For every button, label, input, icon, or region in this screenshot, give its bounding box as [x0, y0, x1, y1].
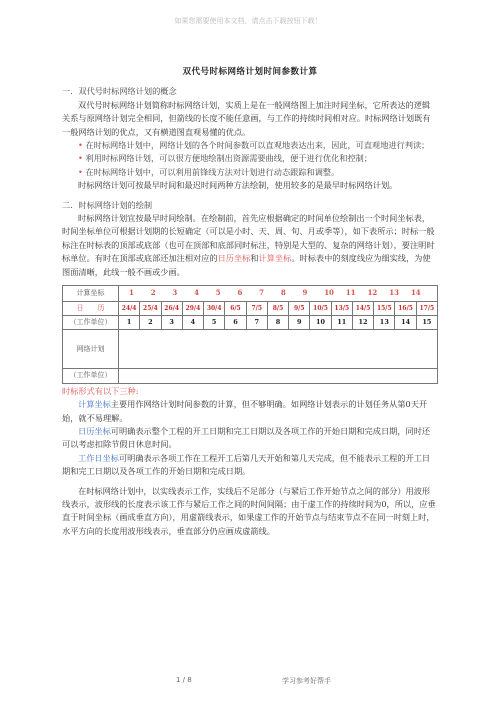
row-label-calendar: 日 历: [63, 301, 119, 315]
calendar-row: [63, 301, 438, 315]
date-cell: 8/5: [267, 301, 288, 315]
bullet-3: • 在时标网络计划中，可以利用前锋线方法对计划进行动态跟踪和调整。: [78, 166, 340, 177]
date-cell: 26/4: [161, 301, 182, 315]
calc-number: 6: [237, 288, 243, 298]
calc-number: 7: [259, 288, 264, 298]
row-label-calc: 计算坐标: [63, 286, 119, 301]
document-body: [62, 66, 438, 538]
bullet-dot-icon: •: [78, 153, 86, 164]
form-calc-coord: 计算坐标主要用作网络计划时间参数的计算，但不够明确。如网络计划表示的计划任务从第0天开始，就不易理解。: [62, 399, 428, 423]
date-cell: 29/4: [182, 301, 203, 315]
unit-cell: 1: [119, 315, 140, 329]
unit-cell: 9: [289, 315, 310, 329]
form-workday-coord: 工作日坐标可明确表示各项工作在工程开工后第几天开始和第几天完成，但不能表示工程的开工日期和完工日期以及各项工作的开始日期和完成日期。: [62, 452, 431, 477]
calc-number: 3: [172, 288, 178, 298]
date-cell: 16/5: [395, 301, 416, 315]
unit-cell: 5: [204, 315, 225, 329]
section-heading-1: 一．双代号时标网络计划的概念: [62, 86, 177, 97]
row-label-unit-bottom: （工作单位）: [63, 369, 119, 383]
row-label-network: 网络计划: [63, 330, 119, 369]
row-label-unit: （工作单位）: [63, 315, 119, 329]
date-cell: 13/5: [331, 301, 352, 315]
paragraph-3: 时标网络计划宜按最早时间绘制。在绘制前，首先应根据确定的时间单位绘制出一个时间坐标表，时间坐标单位可根据计划期的长短确定（可以是小时、天、周、旬、月或季等），如下表所示；时标一般标注在时标表的顶部或底部（也可在顶部和底部同时标注，特别是大型的、复杂的网络计划），要注明时标单位。有时在顶部或底部还加注相对应的日历坐标和计算坐标。时标表中的刻度线应为细实线，为使图面清晰，此线一般不画或少画。: [62, 213, 435, 277]
calc-number: 2: [150, 288, 156, 298]
date-cell: 17/5: [416, 301, 437, 315]
date-cell: 15/5: [374, 301, 395, 315]
paragraph-2: 时标网络计划可按最早时间和最迟时间两种方法绘制，使用较多的是最早时标网络计划。: [78, 180, 398, 191]
calc-number: 13: [389, 288, 399, 298]
date-cell: 14/5: [352, 301, 373, 315]
calc-number: 5: [215, 288, 221, 298]
unit-cell: 11: [331, 315, 352, 329]
doc-title: 双代号时标网络计划时间参数计算: [182, 67, 318, 77]
calc-number: 14: [410, 288, 421, 298]
calc-coord-term: 计算坐标: [258, 253, 292, 264]
unit-cell: 4: [182, 315, 203, 329]
unit-cell: 15: [416, 315, 437, 329]
section-heading-2: 二．时标网络计划的绘制: [62, 199, 153, 210]
date-cell: 6/5: [225, 301, 246, 315]
calc-number: 10: [324, 288, 334, 298]
time-scale-table: [62, 285, 438, 384]
date-cell: 25/4: [140, 301, 161, 315]
unit-cell: 3: [161, 315, 182, 329]
unit-cell: 8: [267, 315, 288, 329]
unit-cell: 13: [374, 315, 395, 329]
forms-intro: 时标形式有以下三种:: [62, 385, 139, 396]
calc-coord-row: [63, 286, 438, 301]
calc-number: 12: [367, 288, 378, 298]
page-number: 1 / 8: [176, 676, 192, 684]
bullet-2: • 利用时标网络计划，可以很方便地绘制出资源需要曲线，便于进行优化和控制；: [78, 153, 373, 164]
network-plan-area: [119, 330, 438, 369]
unit-cell: 2: [140, 315, 161, 329]
date-cell: 10/5: [310, 301, 331, 315]
bullet-dot-icon: •: [78, 140, 86, 151]
date-cell: 30/4: [204, 301, 225, 315]
unit-cell: 14: [395, 315, 416, 329]
network-plan-row: [63, 330, 438, 369]
date-cell: 9/5: [289, 301, 310, 315]
bottom-unit-row: [63, 369, 438, 383]
download-hint: 如果您需要使用本文档，请点击下载按钮下载！: [174, 17, 322, 25]
unit-row: [63, 315, 438, 329]
calendar-coord-term: 日历坐标: [217, 253, 251, 264]
bullet-1: • 在时标网络计划中，网络计划的各个时间参数可以直观地表达出来，因此，可直观地进行判读；: [78, 140, 430, 151]
date-cell: 7/5: [246, 301, 267, 315]
unit-cell: 10: [310, 315, 331, 329]
calc-number: 4: [194, 288, 199, 298]
paragraph-4: 在时标网络计划中，以实线表示工作，实线后不足部分（与紧后工作开始节点之间的部分）用波形线表示，波形线的长度表示该工作与紧后工作之间的时间间隔；由于虚工作的持续时间为0，所以，应垂直于时间坐标（画成垂直方向），用虚箭线表示，如果虚工作的开始节点与结束节点不在同一时刻上时，水平方向的长度用波形线表示，垂直部分仍应画成虚箭线。: [62, 485, 436, 536]
date-cell: 24/4: [119, 301, 140, 315]
unit-cell: 7: [246, 315, 267, 329]
unit-cell: 6: [225, 315, 246, 329]
bullet-dot-icon: •: [78, 166, 86, 177]
calc-number: 8: [280, 288, 286, 298]
bottom-unit-area: [119, 369, 438, 383]
footer-slogan: 学习参考好帮手: [282, 677, 331, 685]
calc-number: 11: [345, 288, 356, 298]
form-calendar-coord: 日历坐标可明确表示整个工程的开工日期和完工日期以及各项工作的开始日期和完成日期，同时还可以考虑扣除节假日休息时间。: [62, 425, 431, 450]
calc-coord-numbers: [119, 286, 438, 301]
unit-cell: 12: [352, 315, 373, 329]
calc-number: 9: [302, 288, 308, 298]
calc-number: 1: [129, 288, 134, 298]
paragraph-1: 双代号时标网络计划简称时标网络计划，实质上是在一般网络图上加注时间坐标，它所表达的逻辑关系与原网络计划完全相同，但箭线的长度不能任意画，与工作的持续时间相对应。时标网络计划既有一般网络计划的优点，又有横道图直观易懂的优点。: [62, 99, 431, 137]
